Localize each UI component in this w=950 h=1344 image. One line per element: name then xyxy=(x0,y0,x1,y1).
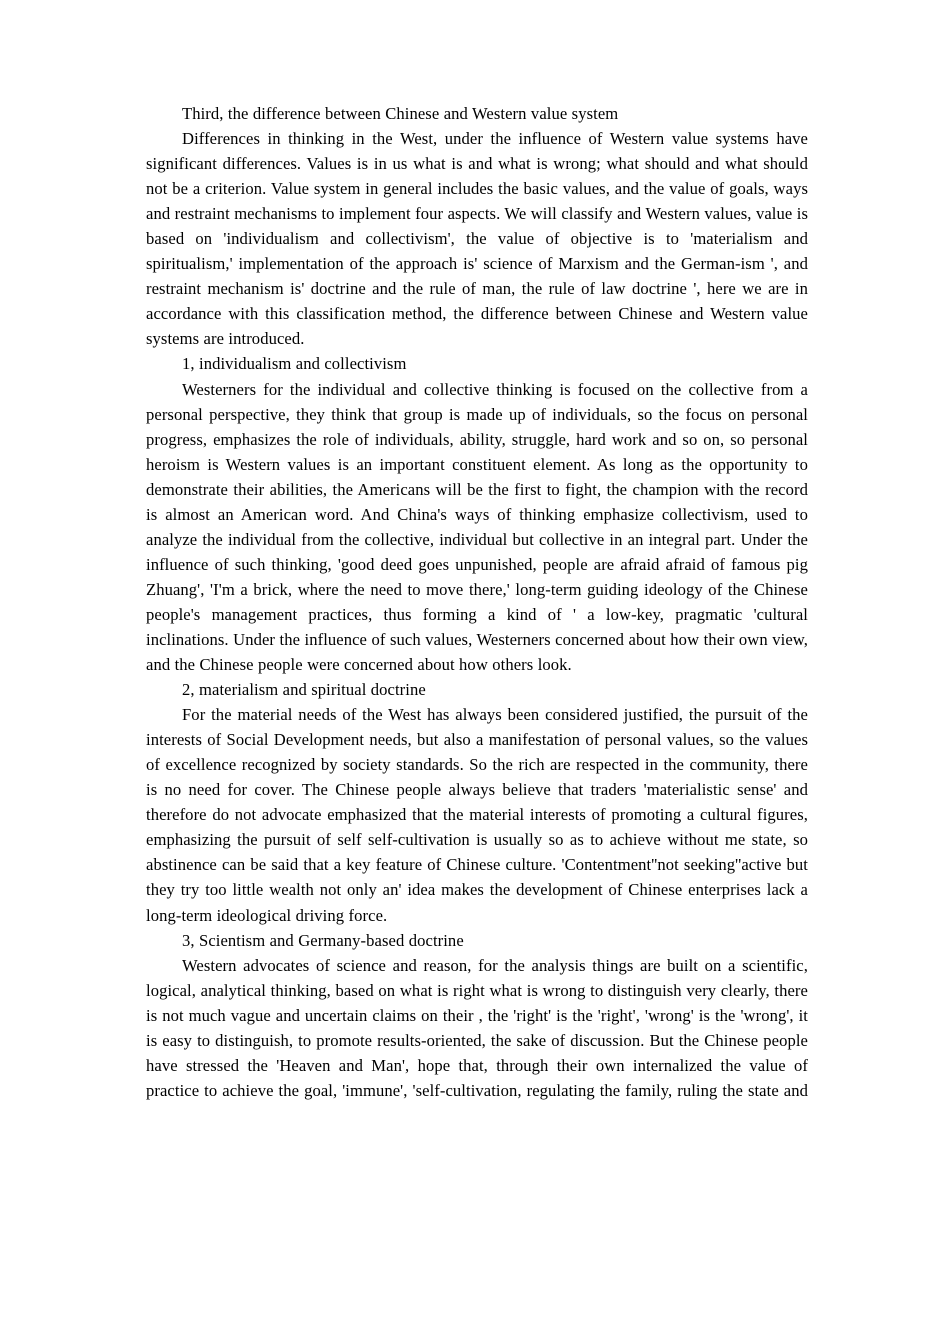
paragraph-material-needs-of-the-west: For the material needs of the West has always been considered justified, the pursuit of the interests of Social Development needs, but also a manifestation of personal values, so the values of excellence recognized by society standards. So the rich are respected in the community, there is no need for cover. The Chinese people always believe that traders 'materialistic sense' and therefore do not advocate emphasized that the material interests of promoting a cultural figures, emphasizing the pursuit of self self-cultivation is usually so as to achieve without me state, so abstinence can be said that a key feature of Chinese culture. 'Contentment''not seeking''active but they try too little wealth not only an' idea makes the development of Chinese enterprises lack a long-term ideological driving force. xyxy=(146,705,808,925)
section-heading-third: Third, the difference between Chinese and Western value system xyxy=(182,104,619,123)
paragraph-westerners-individual-collective: Westerners for the individual and collective thinking is focused on the collective from a personal perspective, they think that group is made up of individuals, so the focus on personal progress, emphasizes the role of individuals, ability, struggle, hard work and so on, so personal heroism is Western values is an important constituent element. As long as the opportunity to demonstrate their abilities, the Americans will be the first to fight, the champion with the record is almost an American word. And China's ways of thinking emphasize collectivism, used to analyze the individual from the collective, individual but collective in an integral part. Under the influence of such thinking, 'good deed goes unpunished, people are afraid afraid of famous pig Zhuang', 'I'm a brick, where the need to move there,' long-term guiding ideology of the Chinese people's management practices, thus forming a kind of ' a low-key, pragmatic 'cultural inclinations. Under the influence of such values, Westerners concerned about how their own view, and the Chinese people were concerned about how others look. xyxy=(146,379,808,675)
paragraph-western-advocates-of-science: Western advocates of science and reason, for the analysis things are built on a scientific, logical, analytical thinking, based on what is right what is wrong to distinguish very clearly, there is not much vague and uncertain claims on their , the 'right' is the 'right', 'wrong' is the 'wrong', it is easy to distinguish, to promote results-oriented, the sake of discussion. But the Chinese people have stressed the 'Heaven and Man', hope that, through their own internalized the value of practice to achieve the goal, 'immune', 'self-cultivation, regulating the family, ruling the state and xyxy=(146,955,808,1100)
subheading-individualism-and-collectivism: 1, individualism and collectivism xyxy=(182,354,407,374)
subheading-scientism-and-germany-based-doctrine: 3, Scientism and Germany-based doctrine xyxy=(182,930,464,950)
paragraph-differences-in-thinking: Differences in thinking in the West, under the influence of Western value systems have significant differences. Values is in us what is and what is wrong; what should and what should not be a criterion. Value system in general includes the basic values, and the value of goals, ways and restraint mechanisms to implement four aspects. We will classify and Western values, value is based on 'individualism and collectivism', the value of objective is to 'materialism and spiritualism,' implementation of the approach is' science of Marxism and the German-ism ', and restraint mechanism is' doctrine and the rule of man, the rule of law doctrine ', here we are in accordance with this classification method, the difference between Chinese and Western value systems are introduced. xyxy=(146,129,808,349)
subheading-materialism-and-spiritual-doctrine: 2, materialism and spiritual doctrine xyxy=(182,680,426,700)
text-column xyxy=(146,101,808,1128)
